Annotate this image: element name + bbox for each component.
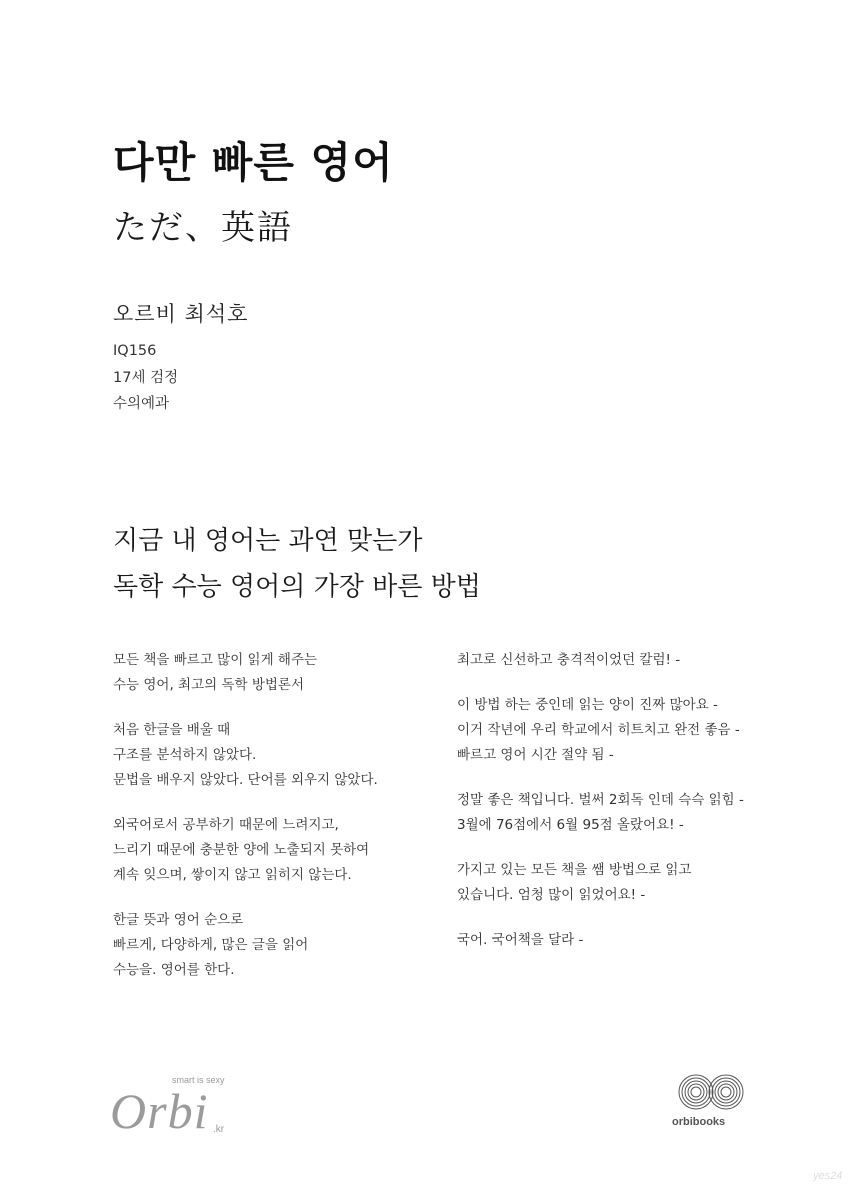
orbi-tagline: smart is sexy <box>172 1075 225 1085</box>
infinity-icon <box>678 1072 744 1112</box>
review-line: 가지고 있는 모든 책을 쌤 방법으로 읽고 <box>457 862 692 878</box>
description-line: 모든 책을 빠르고 많이 읽게 해주는 <box>113 652 318 668</box>
description-line: 처음 한글을 배울 때 <box>113 722 231 738</box>
review-group <box>457 693 787 768</box>
tagline-line: 지금 내 영어는 과연 맞는가 <box>113 526 423 556</box>
description-line: 구조를 분석하지 않았다. <box>113 747 257 763</box>
review-line: 이거 작년에 우리 학교에서 히트치고 완전 좋음 - <box>457 722 740 738</box>
watermark: yes24 <box>813 1170 843 1182</box>
review-line: 3월에 76점에서 6월 95점 올랐어요! - <box>457 817 684 833</box>
review-line: 있습니다. 엄청 많이 읽었어요! - <box>457 887 646 903</box>
author-info-item: 수의예과 <box>113 396 170 412</box>
orbibooks-logo <box>672 1072 752 1132</box>
description-paragraph <box>113 813 443 888</box>
description-line: 계속 잊으며, 쌓이지 않고 읽히지 않는다. <box>113 867 352 883</box>
author-info-item: 17세 검정 <box>113 369 179 386</box>
author-name: 오르비 최석호 <box>113 302 249 326</box>
review-line: 이 방법 하는 중인데 읽는 양이 진짜 많아요 - <box>457 697 718 713</box>
orbi-domain: .kr <box>213 1124 225 1135</box>
author-info-list <box>113 338 178 418</box>
book-subtitle: ただ、英語 <box>113 208 293 248</box>
description-line: 빠르게, 다양하게, 많은 글을 읽어 <box>113 937 309 953</box>
description-line: 한글 뜻과 영어 순으로 <box>113 912 244 928</box>
author-info-item: IQ156 <box>113 343 157 359</box>
orbibooks-wordmark: orbibooks <box>672 1116 726 1128</box>
review-group <box>457 928 787 953</box>
tagline <box>113 518 481 610</box>
description-column <box>113 648 443 1003</box>
orbi-logo <box>110 1075 270 1145</box>
review-line: 최고로 신선하고 충격적이었던 칼럼! - <box>457 652 681 668</box>
reviews-column <box>457 648 787 973</box>
description-line: 수능 영어, 최고의 독학 방법론서 <box>113 677 304 693</box>
review-line: 정말 좋은 책입니다. 벌써 2회독 인데 슥슥 읽힘 - <box>457 792 744 808</box>
description-line: 외국어로서 공부하기 때문에 느려지고, <box>113 817 339 833</box>
review-group <box>457 648 787 673</box>
description-paragraph <box>113 648 443 698</box>
book-title: 다만 빠른 영어 <box>113 138 394 187</box>
review-line: 국어. 국어책을 달라 - <box>457 932 584 948</box>
review-line: 빠르고 영어 시간 절약 됨 - <box>457 747 614 763</box>
orbi-wordmark: Orbi <box>110 1083 209 1139</box>
description-line: 수능을. 영어를 한다. <box>113 962 235 978</box>
review-group <box>457 788 787 838</box>
description-line: 문법을 배우지 않았다. 단어를 외우지 않았다. <box>113 772 378 788</box>
description-line: 느리기 때문에 충분한 양에 노출되지 못하여 <box>113 842 370 858</box>
description-paragraph <box>113 718 443 793</box>
review-group <box>457 858 787 908</box>
tagline-line: 독학 수능 영어의 가장 바른 방법 <box>113 572 481 602</box>
description-paragraph <box>113 908 443 983</box>
